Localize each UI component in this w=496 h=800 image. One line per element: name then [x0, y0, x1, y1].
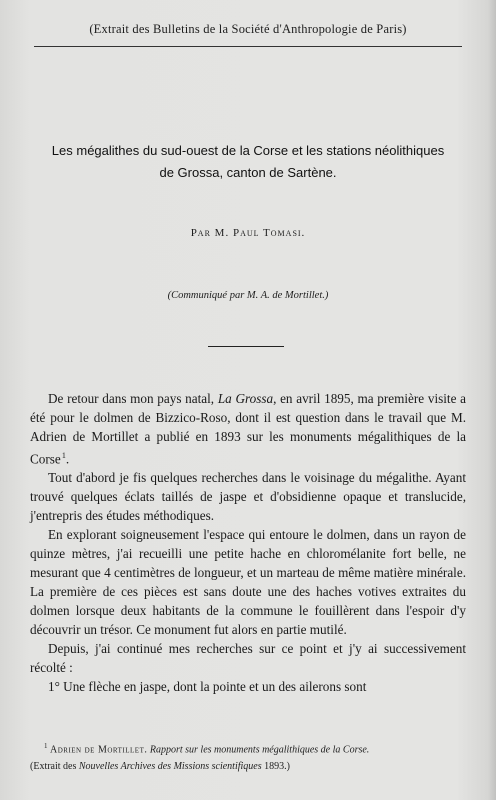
- footnote: [30, 738, 470, 775]
- footnote-author: Adrien de Mortillet.: [50, 744, 148, 756]
- footnote-mark: 1: [44, 742, 48, 750]
- paragraph-1: De retour dans mon pays natal, La Grossa, en avril 1895, ma première visite a été pour le dolmen de Bizzico-Roso, dont il est question dans le travail que M. Adrien de Mortillet a publié en 1893 sur les monuments mégalithiques de la Corse $^1$.: [30, 391, 466, 467]
- paragraph-3: En explorant soigneusement l'espace qui entoure le dolmen, dans un rayon de quinze mètres, j'ai recueilli une petite hache en chloromélanite fort belle, ne mesurant que 4 centimètres de longueur, et un marteau de même matière minérale. La première de ces pièces est sans doute une des haches votives extraites du dolmen lorsque deux habitants de la commune le fouillèrent dans l'espoir d'y découvrir un trésor. Ce monument fut alors en partie mutilé.: [30, 527, 466, 638]
- journal-header: (Extrait des Bulletins de la Société d'Anthropologie de Paris): [89, 22, 407, 36]
- section-rule: [208, 346, 284, 347]
- footnote-ref: 1: [61, 451, 66, 460]
- place-name: La Grossa: [217, 391, 274, 406]
- title-line-2: de Grossa, canton de Sartène.: [159, 165, 337, 180]
- header-rule: [34, 46, 462, 47]
- footnote-line-2: (Extrait des Nouvelles Archives des Missions scientifiques 1893.): [30, 761, 290, 773]
- footnote-title: Rapport sur les monuments mégalithiques de la Corse.: [149, 744, 370, 756]
- footnote-line-1: [30, 738, 470, 758]
- paragraph-5: 1° Une flèche en jaspe, dont la pointe et un des ailerons sont: [48, 679, 367, 695]
- author-line: Par M. Paul Tomasi.: [190, 227, 306, 239]
- page-edge-shadow: [488, 0, 496, 800]
- title-line-1: Les mégalithes du sud-ouest de la Corse et les stations néolithiques: [51, 143, 445, 158]
- communicated-by: (Communiqué par M. A. de Mortillet.): [167, 290, 329, 301]
- article-title: [20, 140, 476, 184]
- paragraph-2: Tout d'abord je fis quelques recherches dans le voisinage du mégalithe. Ayant trouvé quelques éclats taillés de jaspe et d'obsidienne opaque et translucide, j'entrepris des études méthodiques.: [30, 470, 466, 524]
- footnote-journal: Nouvelles Archives des Missions scientifiques: [78, 761, 262, 773]
- article-body: [30, 389, 466, 696]
- paragraph-4: Depuis, j'ai continué mes recherches sur ce point et j'y ai successivement récolté :: [30, 641, 466, 676]
